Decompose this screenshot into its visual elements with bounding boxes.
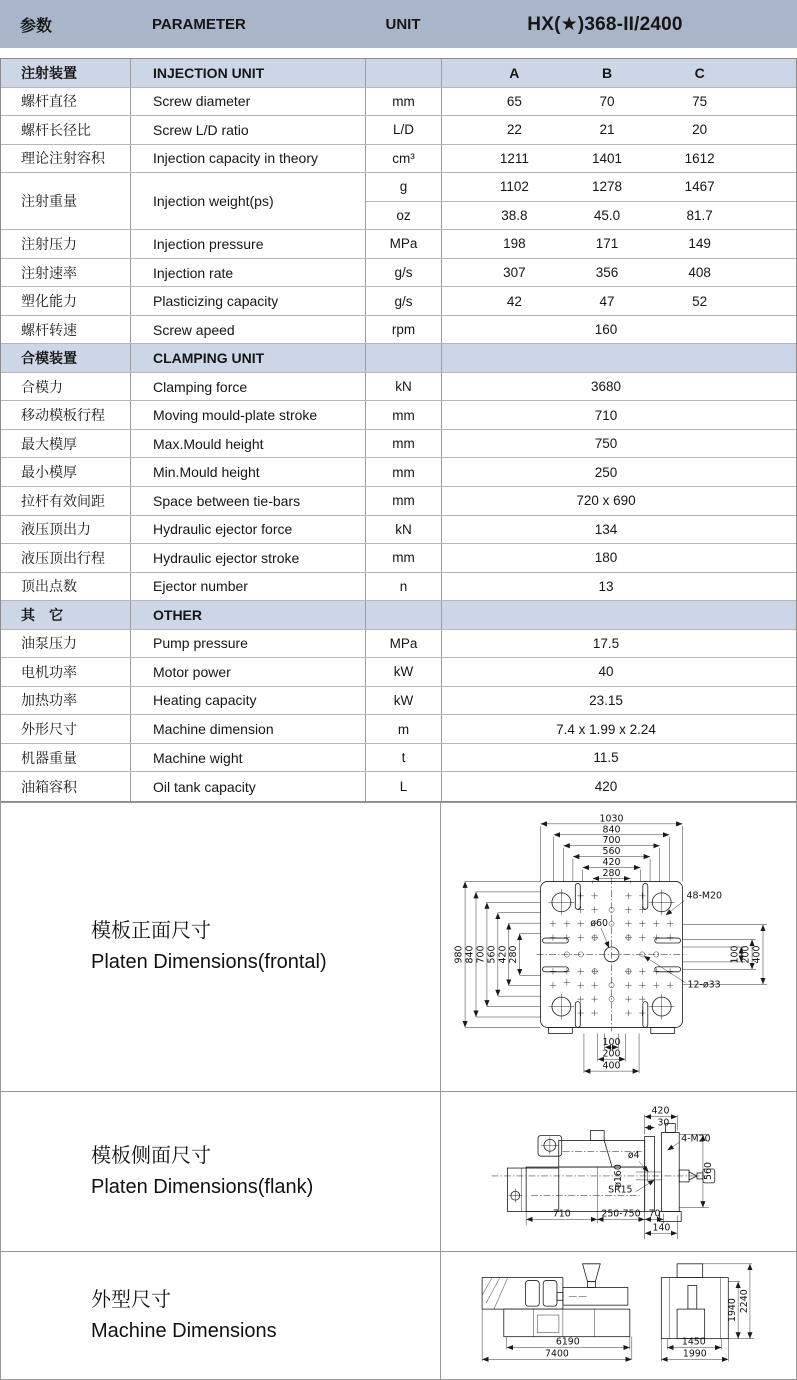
value-a: 38.8 xyxy=(501,207,528,223)
values xyxy=(442,230,796,258)
param-en: Pump pressure xyxy=(131,630,366,658)
frontal-top-dims xyxy=(541,813,683,883)
dim-label: 200 xyxy=(740,945,752,964)
unit-cell: MPa xyxy=(366,230,442,258)
dim-label: 70 xyxy=(648,1207,661,1219)
dim-label: 280 xyxy=(508,945,520,964)
value-b: 70 xyxy=(599,93,615,109)
col-c: C xyxy=(694,64,705,81)
value-b: 45.0 xyxy=(593,207,621,223)
dim-label: 1450 xyxy=(681,1336,706,1348)
table-row xyxy=(1,772,796,801)
value-c: 149 xyxy=(688,236,711,252)
values xyxy=(442,88,796,116)
section-en: CLAMPING UNIT xyxy=(131,344,366,372)
unit-cell: kN xyxy=(366,516,442,544)
dim-label: 420 xyxy=(497,945,509,964)
machine-dimensions-drawing xyxy=(441,1252,796,1380)
dim-label: 1940 xyxy=(727,1298,739,1322)
unit-cell: kW xyxy=(366,658,442,686)
param-cn: 机器重量 xyxy=(1,744,131,772)
unit-cell xyxy=(366,59,442,87)
value-a: 1211 xyxy=(499,150,529,166)
section-row-clamping-unit xyxy=(1,344,796,373)
section-machine-dimensions xyxy=(1,1251,796,1380)
platen-flank-drawing xyxy=(441,1093,796,1251)
unit-cell: kW xyxy=(366,687,442,715)
dim-label: 140 xyxy=(652,1221,671,1233)
param-en: Screw L/D ratio xyxy=(131,116,366,144)
param-cn: 注射压力 xyxy=(1,230,131,258)
value-span: 720 x 690 xyxy=(576,493,636,509)
spec-table xyxy=(0,58,797,802)
param-cn: 加热功率 xyxy=(1,687,131,715)
table-row xyxy=(1,544,796,573)
unit-cell xyxy=(366,601,442,629)
platen-frontal-drawing xyxy=(441,804,796,1090)
platen-flank-figure xyxy=(441,1092,796,1251)
unit-cell: g/s xyxy=(366,287,442,315)
section-platen-flank xyxy=(1,1091,796,1251)
abc-header xyxy=(442,59,796,87)
value-span: 180 xyxy=(594,550,618,566)
dim-label: 840 xyxy=(464,945,476,964)
table-row-injection-weight xyxy=(1,173,796,230)
value-b: 1401 xyxy=(591,150,623,166)
value-c: 75 xyxy=(692,93,708,109)
value-span: 13 xyxy=(598,578,614,594)
table-row xyxy=(1,430,796,459)
values xyxy=(442,202,796,230)
param-en: Oil tank capacity xyxy=(131,772,366,801)
dim-label: 1030 xyxy=(599,813,624,825)
drawings-area xyxy=(0,802,797,1380)
unit-cell: mm xyxy=(366,544,442,572)
param-en: Machine wight xyxy=(131,744,366,772)
callout-sr15: SR15 xyxy=(608,1184,633,1196)
param-en: Screw apeed xyxy=(131,316,366,344)
unit-cell: mm xyxy=(366,458,442,486)
callout-4-m20: 4-M20 xyxy=(681,1132,711,1144)
value-span: 23.15 xyxy=(589,692,623,708)
value-b: 1278 xyxy=(591,179,623,195)
table-row xyxy=(1,259,796,288)
values xyxy=(442,259,796,287)
dim-label: 420 xyxy=(651,1105,670,1117)
table-row xyxy=(1,401,796,430)
machine-side-dims xyxy=(482,1309,632,1361)
value-a: 42 xyxy=(506,293,522,309)
dim-label: 700 xyxy=(602,835,621,847)
param-cn: 移动模板行程 xyxy=(1,401,131,429)
table-row xyxy=(1,116,796,145)
unit-cell: t xyxy=(366,744,442,772)
section-en: OTHER xyxy=(131,601,366,629)
weight-subrows xyxy=(366,173,796,229)
param-en: Max.Mould height xyxy=(131,430,366,458)
section-cn: 注射装置 xyxy=(1,59,131,87)
value-span: 420 xyxy=(594,779,618,795)
dim-label: 980 xyxy=(453,945,465,964)
frontal-right-dims xyxy=(683,925,767,985)
value-span: 17.5 xyxy=(592,635,620,651)
dim-label: 560 xyxy=(602,846,621,858)
table-row xyxy=(1,687,796,716)
subrow-g xyxy=(366,173,796,201)
param-en: Hydraulic ejector stroke xyxy=(131,544,366,572)
table-row xyxy=(1,516,796,545)
unit-cell: kN xyxy=(366,373,442,401)
section-cn: 其 它 xyxy=(1,601,131,629)
unit-cell: mm xyxy=(366,487,442,515)
unit-cell: g xyxy=(366,173,442,201)
dim-label: 7400 xyxy=(545,1348,569,1360)
header-unit: UNIT xyxy=(385,15,421,33)
title-en: Platen Dimensions(frontal) xyxy=(91,951,327,973)
table-row xyxy=(1,715,796,744)
values xyxy=(442,116,796,144)
unit-cell: mm xyxy=(366,430,442,458)
value-span: 710 xyxy=(594,407,618,423)
dim-label: 400 xyxy=(602,1060,621,1072)
param-cn: 螺杆转速 xyxy=(1,316,131,344)
section-cn: 合模装置 xyxy=(1,344,131,372)
section-row-injection-unit xyxy=(1,59,796,88)
values xyxy=(442,601,796,629)
unit-cell: mm xyxy=(366,401,442,429)
table-row xyxy=(1,630,796,659)
dim-label: 280 xyxy=(602,867,621,879)
param-en: Plasticizing capacity xyxy=(131,287,366,315)
dim-label: 700 xyxy=(475,945,487,964)
param-en: Clamping force xyxy=(131,373,366,401)
param-en: Min.Mould height xyxy=(131,458,366,486)
param-en: Machine dimension xyxy=(131,715,366,743)
value-c: 1612 xyxy=(684,150,715,166)
section-row-other xyxy=(1,601,796,630)
value-c: 81.7 xyxy=(686,207,713,223)
table-row xyxy=(1,145,796,174)
platen-frontal-label xyxy=(1,803,441,1091)
value-a: 1102 xyxy=(499,179,529,195)
param-cn: 注射速率 xyxy=(1,259,131,287)
value-a: 22 xyxy=(506,122,522,138)
title-cn: 模板侧面尺寸 xyxy=(91,1144,211,1167)
param-cn: 最小模厚 xyxy=(1,458,131,486)
param-en: Injection weight(ps) xyxy=(131,173,366,229)
values xyxy=(442,344,796,372)
table-row xyxy=(1,287,796,316)
header-param-en: PARAMETER xyxy=(152,15,246,33)
value-b: 171 xyxy=(595,236,619,252)
unit-cell: oz xyxy=(366,202,442,230)
param-cn: 外形尺寸 xyxy=(1,715,131,743)
machine-dimensions-figure xyxy=(441,1252,796,1380)
section-en: INJECTION UNIT xyxy=(131,59,366,87)
param-cn: 合模力 xyxy=(1,373,131,401)
unit-cell: m xyxy=(366,715,442,743)
table-row xyxy=(1,230,796,259)
param-cn: 理论注射容积 xyxy=(1,145,131,173)
table-row xyxy=(1,744,796,773)
title-cn: 模板正面尺寸 xyxy=(91,920,211,942)
value-span: 750 xyxy=(594,436,618,452)
col-b: B xyxy=(601,64,613,81)
param-cn: 电机功率 xyxy=(1,658,131,686)
header-model: HX(★)368-II/2400 xyxy=(527,13,683,35)
param-cn: 螺杆长径比 xyxy=(1,116,131,144)
param-cn: 最大模厚 xyxy=(1,430,131,458)
dim-label: 30 xyxy=(657,1117,670,1129)
values xyxy=(442,145,796,173)
unit-cell: n xyxy=(366,573,442,601)
table-header xyxy=(0,0,797,48)
table-row xyxy=(1,373,796,402)
param-en: Hydraulic ejector force xyxy=(131,516,366,544)
value-a: 307 xyxy=(503,265,526,280)
unit-cell: L/D xyxy=(366,116,442,144)
callout-12-o33: 12-ø33 xyxy=(687,979,721,991)
dim-label: 1990 xyxy=(682,1348,707,1360)
value-b: 356 xyxy=(595,265,619,280)
param-en: Injection rate xyxy=(131,259,366,287)
param-en: Moving mould-plate stroke xyxy=(131,401,366,429)
title-en: Platen Dimensions(flank) xyxy=(91,1175,314,1198)
value-c: 20 xyxy=(692,122,708,138)
param-cn: 液压顶出力 xyxy=(1,516,131,544)
platen-flank-label xyxy=(1,1092,441,1251)
param-en: Space between tie-bars xyxy=(131,487,366,515)
dim-label: 250-750 xyxy=(601,1207,641,1219)
value-a: 198 xyxy=(503,236,526,252)
unit-cell: mm xyxy=(366,88,442,116)
param-en: Ejector number xyxy=(131,573,366,601)
value-b: 21 xyxy=(599,122,615,138)
callout-o60: ø60 xyxy=(590,918,608,930)
param-cn: 塑化能力 xyxy=(1,287,131,315)
unit-cell: cm³ xyxy=(366,145,442,173)
param-en: Injection capacity in theory xyxy=(131,145,366,173)
dim-label: 560 xyxy=(486,945,498,964)
unit-cell: g/s xyxy=(366,259,442,287)
machine-end-view xyxy=(661,1264,728,1339)
value-span: 250 xyxy=(594,464,618,480)
value-span: 7.4 x 1.99 x 2.24 xyxy=(556,721,656,737)
value-span: 11.5 xyxy=(593,750,619,766)
value-c: 52 xyxy=(692,293,708,309)
value-c: 1467 xyxy=(684,179,715,195)
values xyxy=(442,173,796,201)
param-cn: 螺杆直径 xyxy=(1,88,131,116)
table-row xyxy=(1,658,796,687)
values xyxy=(442,287,796,315)
dim-label: 200 xyxy=(602,1048,621,1060)
unit-cell: MPa xyxy=(366,630,442,658)
param-en: Screw diameter xyxy=(131,88,366,116)
table-row xyxy=(1,458,796,487)
callout-o160: ø160 xyxy=(612,1163,624,1188)
unit-cell: L xyxy=(366,772,442,801)
dim-label: 400 xyxy=(751,945,763,964)
dim-label: 840 xyxy=(602,824,621,836)
machine-side-view xyxy=(482,1264,630,1337)
frontal-bottom-dims xyxy=(584,1033,639,1073)
machine-end-dims xyxy=(661,1264,754,1361)
param-cn: 注射重量 xyxy=(1,173,131,229)
unit-cell: rpm xyxy=(366,316,442,344)
dim-label: 100 xyxy=(729,945,741,964)
table-row xyxy=(1,487,796,516)
value-span: 160 xyxy=(594,322,618,338)
dim-label: 6190 xyxy=(555,1336,580,1348)
title-en: Machine Dimensions xyxy=(91,1320,277,1342)
frontal-left-dims xyxy=(454,881,541,1027)
value-span: 3680 xyxy=(590,379,622,395)
param-cn: 顶出点数 xyxy=(1,573,131,601)
value-span: 134 xyxy=(594,521,618,537)
header-param-cn: 参数 xyxy=(20,17,53,35)
param-en: Injection pressure xyxy=(131,230,366,258)
dim-label: 420 xyxy=(602,857,621,869)
callout-48-m20: 48-M20 xyxy=(686,890,723,902)
subrow-oz xyxy=(366,201,796,230)
callout-o4: ø4 xyxy=(627,1149,640,1161)
platen-plate xyxy=(537,877,687,1033)
dim-label: 2240 xyxy=(738,1289,750,1314)
param-cn: 拉杆有效间距 xyxy=(1,487,131,515)
param-en: Heating capacity xyxy=(131,687,366,715)
unit-cell xyxy=(366,344,442,372)
value-c: 408 xyxy=(688,265,711,280)
param-en: Motor power xyxy=(131,658,366,686)
param-cn: 油泵压力 xyxy=(1,630,131,658)
machine-dimensions-label xyxy=(1,1252,441,1380)
flank-dims xyxy=(526,1105,714,1238)
value-b: 47 xyxy=(599,293,615,309)
platen-frontal-figure xyxy=(441,803,796,1091)
value-a: 65 xyxy=(506,93,522,109)
table-row xyxy=(1,316,796,345)
value-span: 40 xyxy=(598,664,614,680)
table-row xyxy=(1,88,796,117)
dim-label: 560 xyxy=(702,1161,714,1180)
table-row xyxy=(1,573,796,602)
dim-label: 100 xyxy=(602,1036,621,1048)
dim-label: 710 xyxy=(552,1207,571,1219)
col-a: A xyxy=(509,64,520,81)
param-cn: 油箱容积 xyxy=(1,772,131,801)
param-cn: 液压顶出行程 xyxy=(1,544,131,572)
section-platen-frontal xyxy=(1,803,796,1091)
title-cn: 外型尺寸 xyxy=(91,1289,171,1311)
